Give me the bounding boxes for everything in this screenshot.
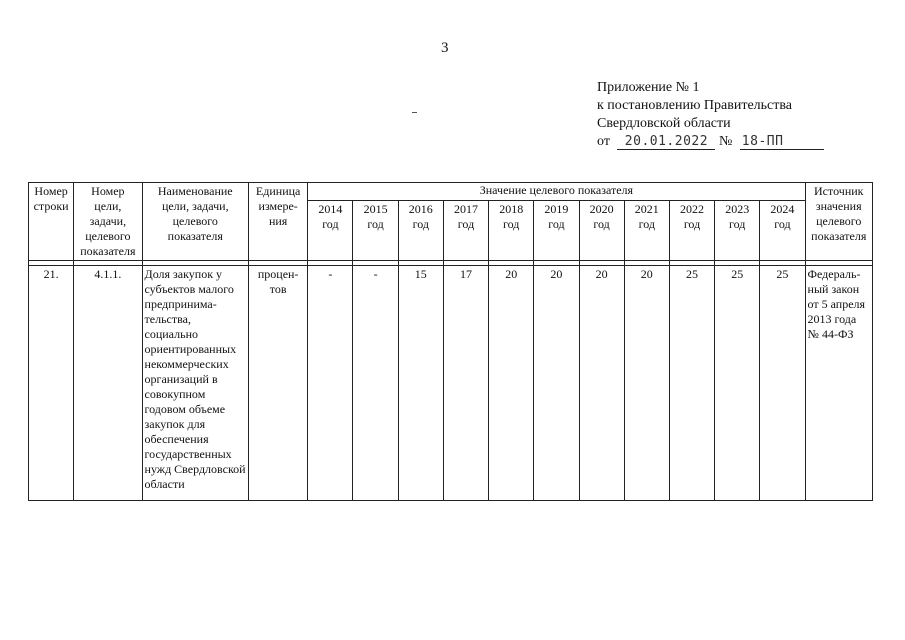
header-year: 2014 год	[308, 200, 353, 260]
row-number: 21.	[29, 266, 74, 501]
header-source: Источник значения целевого показателя	[805, 183, 872, 261]
value-cell: 17	[443, 266, 488, 501]
header-year: 2021 год	[624, 200, 669, 260]
header-year: 2020 год	[579, 200, 624, 260]
header-year: 2018 год	[489, 200, 534, 260]
appendix-title: Приложение № 1	[597, 80, 700, 95]
value-cell: 25	[715, 266, 760, 501]
header-year: 2023 год	[715, 200, 760, 260]
appendix-resolution: к постановлению Правительства	[597, 98, 793, 113]
header-value-group: Значение целевого показателя	[308, 183, 805, 201]
table-row	[29, 266, 873, 501]
header-name: Наименование цели, задачи, целевого показателя	[142, 183, 249, 261]
header-year: 2019 год	[534, 200, 579, 260]
header-year: 2015 год	[353, 200, 398, 260]
header-goal-number: Номер цели, задачи, целевого показателя	[74, 183, 142, 261]
header-year: 2016 год	[398, 200, 443, 260]
value-cell: 25	[760, 266, 805, 501]
appendix-block	[597, 79, 824, 151]
resolution-number: 18-ПП	[740, 135, 824, 150]
appendix-region: Свердловской области	[597, 116, 731, 131]
header-year: 2017 год	[443, 200, 488, 260]
resolution-date: 20.01.2022	[617, 135, 715, 150]
header-unit: Единица измере-ния	[249, 183, 308, 261]
unit: процен-тов	[249, 266, 308, 501]
value-cell: -	[308, 266, 353, 501]
indicator-name: Доля закупок у субъектов малого предпринима-тельства, социально ориентированных некоммерческих организаций в совокупном годовом объеме закупок для обеспечения государственных нужд Свердловской области	[142, 266, 249, 501]
source: Федераль-ный закон от 5 апреля 2013 года № 44-ФЗ	[805, 266, 872, 501]
value-cell: 20	[579, 266, 624, 501]
value-cell: 25	[669, 266, 714, 501]
goal-number: 4.1.1.	[74, 266, 142, 501]
stray-mark	[412, 112, 417, 113]
value-cell: 20	[534, 266, 579, 501]
header-row-number: Номер строки	[29, 183, 74, 261]
value-cell: 20	[624, 266, 669, 501]
value-cell: 20	[489, 266, 534, 501]
header-year: 2022 год	[669, 200, 714, 260]
from-label: от	[597, 134, 610, 149]
value-cell: -	[353, 266, 398, 501]
number-label: №	[718, 134, 733, 149]
value-cell: 15	[398, 266, 443, 501]
header-row	[29, 183, 873, 201]
header-year: 2024 год	[760, 200, 805, 260]
appendix-date-line	[597, 133, 824, 151]
page-number: 3	[441, 40, 449, 56]
indicator-table	[28, 182, 873, 501]
